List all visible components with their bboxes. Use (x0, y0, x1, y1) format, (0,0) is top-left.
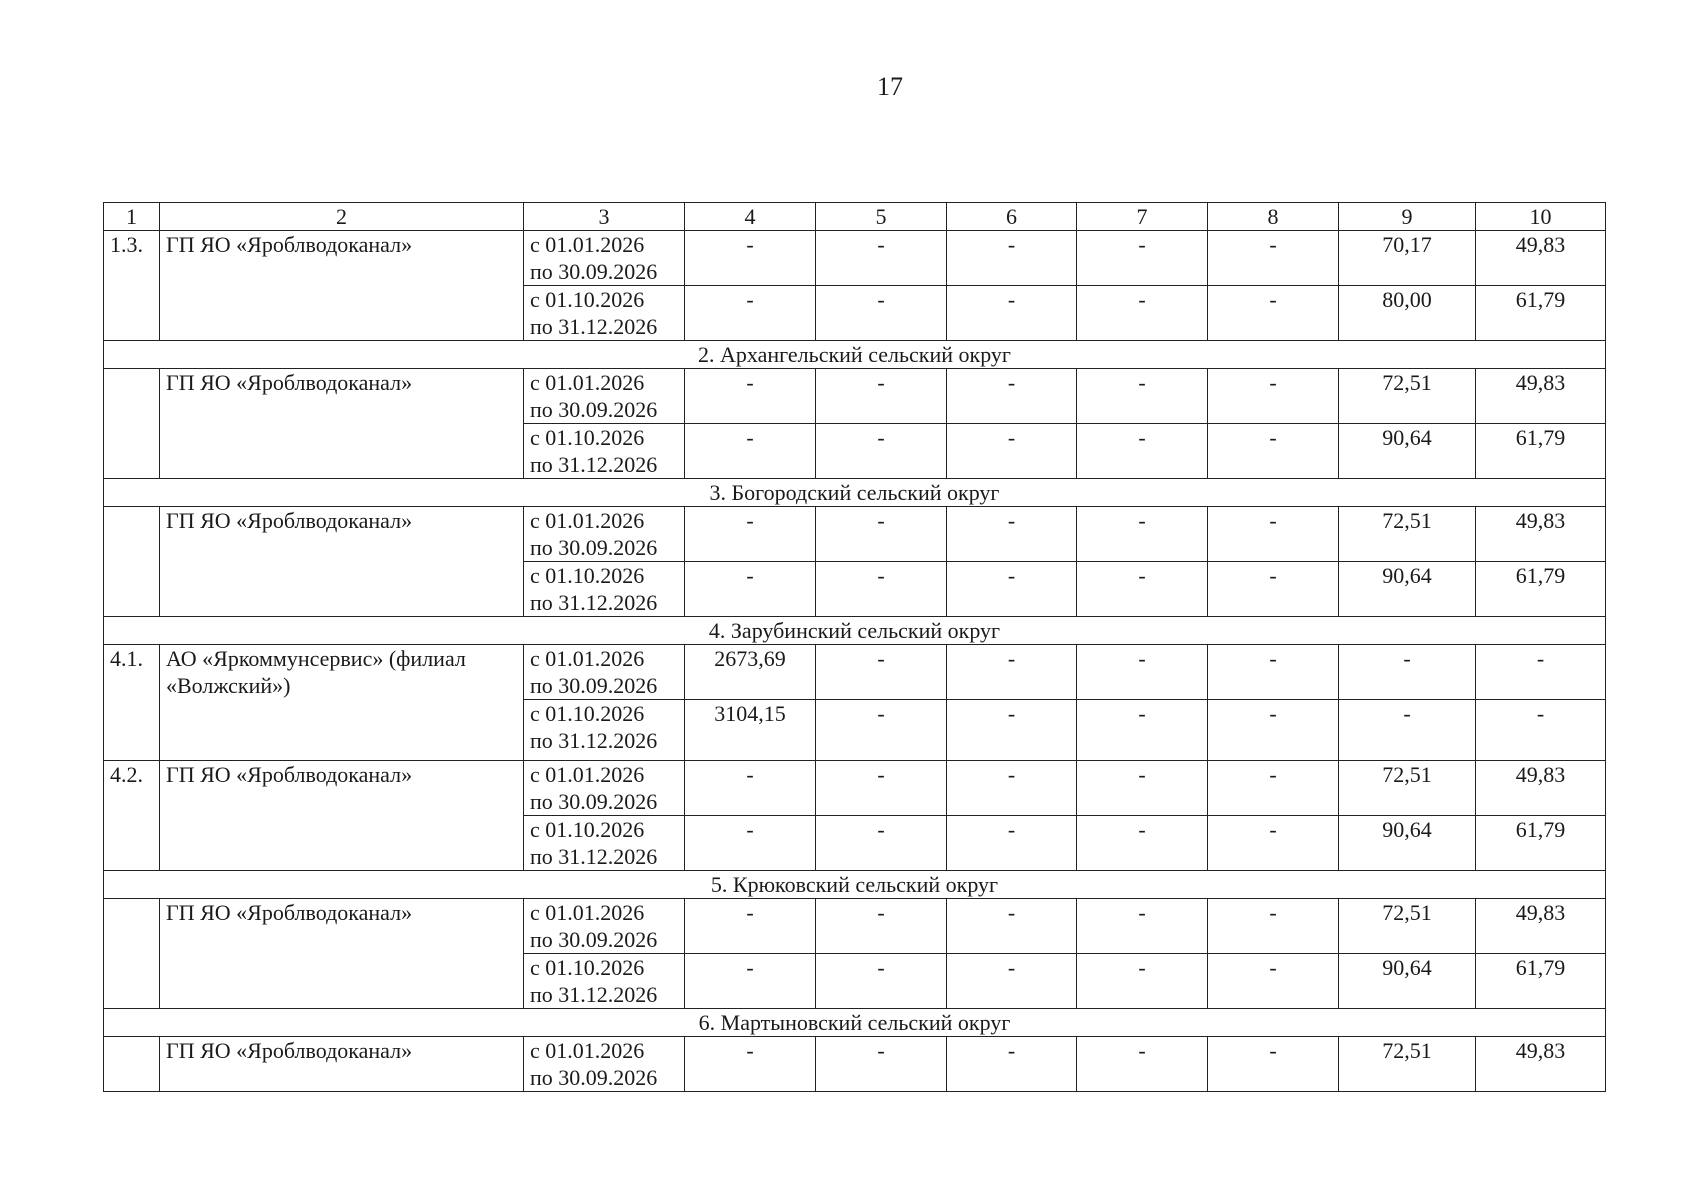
period-cell (524, 369, 685, 424)
value-cell-9: 90,64 (1339, 816, 1476, 871)
value-cell-6: - (947, 899, 1077, 954)
table-row (104, 645, 1606, 700)
period-cell (524, 1037, 685, 1092)
value-cell-9: 72,51 (1339, 369, 1476, 424)
column-header: 6 (947, 203, 1077, 231)
period-end: по 30.09.2026 (530, 789, 658, 814)
value-cell-6: - (947, 231, 1077, 286)
value-cell-5: - (816, 562, 947, 617)
value-cell-6: - (947, 424, 1077, 479)
period-start: с 01.10.2026 (530, 287, 645, 312)
item-number: 4.2. (104, 761, 160, 871)
table-row (104, 369, 1606, 424)
value-cell-9: - (1339, 645, 1476, 700)
period-start: с 01.10.2026 (530, 425, 645, 450)
period-start: с 01.01.2026 (530, 1038, 645, 1063)
column-header-row (104, 203, 1606, 231)
section-title: 4. Зарубинский сельский округ (104, 617, 1606, 645)
value-cell-7: - (1077, 562, 1208, 617)
value-cell-9: 72,51 (1339, 1037, 1476, 1092)
period-cell (524, 816, 685, 871)
value-cell-4: - (685, 899, 816, 954)
organization-name: АО «Яркоммунсервис» (филиал «Волжский») (160, 645, 524, 761)
value-cell-8: - (1208, 816, 1339, 871)
value-cell-8: - (1208, 562, 1339, 617)
value-cell-9: 90,64 (1339, 424, 1476, 479)
period-end: по 30.09.2026 (530, 1065, 658, 1090)
column-header: 4 (685, 203, 816, 231)
value-cell-8: - (1208, 645, 1339, 700)
value-cell-8: - (1208, 954, 1339, 1009)
organization-name: ГП ЯО «Яроблводоканал» (160, 507, 524, 617)
value-cell-9: 70,17 (1339, 231, 1476, 286)
period-cell (524, 562, 685, 617)
period-cell (524, 231, 685, 286)
value-cell-4: - (685, 562, 816, 617)
value-cell-6: - (947, 1037, 1077, 1092)
section-row (104, 341, 1606, 369)
value-cell-4: - (685, 424, 816, 479)
period-cell (524, 424, 685, 479)
value-cell-5: - (816, 700, 947, 761)
value-cell-7: - (1077, 424, 1208, 479)
value-cell-9: 72,51 (1339, 761, 1476, 816)
section-title: 3. Богородский сельский округ (104, 479, 1606, 507)
value-cell-9: 90,64 (1339, 954, 1476, 1009)
value-cell-10: 49,83 (1476, 231, 1606, 286)
organization-name: ГП ЯО «Яроблводоканал» (160, 369, 524, 479)
section-title: 6. Мартыновский сельский округ (104, 1009, 1606, 1037)
period-cell (524, 507, 685, 562)
column-header: 3 (524, 203, 685, 231)
value-cell-4: - (685, 1037, 816, 1092)
period-end: по 31.12.2026 (530, 844, 658, 869)
period-end: по 30.09.2026 (530, 535, 658, 560)
period-end: по 31.12.2026 (530, 982, 658, 1007)
table-row (104, 507, 1606, 562)
value-cell-4: - (685, 954, 816, 1009)
value-cell-10: 49,83 (1476, 761, 1606, 816)
organization-name: ГП ЯО «Яроблводоканал» (160, 761, 524, 871)
value-cell-10: 49,83 (1476, 899, 1606, 954)
value-cell-7: - (1077, 700, 1208, 761)
value-cell-5: - (816, 231, 947, 286)
period-end: по 30.09.2026 (530, 927, 658, 952)
value-cell-5: - (816, 761, 947, 816)
period-start: с 01.01.2026 (530, 646, 645, 671)
value-cell-8: - (1208, 700, 1339, 761)
value-cell-5: - (816, 954, 947, 1009)
value-cell-10: 49,83 (1476, 1037, 1606, 1092)
table-body (104, 203, 1606, 1092)
value-cell-10: 61,79 (1476, 562, 1606, 617)
value-cell-7: - (1077, 286, 1208, 341)
value-cell-5: - (816, 507, 947, 562)
period-start: с 01.10.2026 (530, 817, 645, 842)
value-cell-8: - (1208, 231, 1339, 286)
period-end: по 31.12.2026 (530, 728, 658, 753)
value-cell-5: - (816, 286, 947, 341)
value-cell-4: - (685, 816, 816, 871)
item-number (104, 899, 160, 1009)
value-cell-9: 80,00 (1339, 286, 1476, 341)
value-cell-8: - (1208, 424, 1339, 479)
period-start: с 01.10.2026 (530, 955, 645, 980)
value-cell-9: 90,64 (1339, 562, 1476, 617)
value-cell-5: - (816, 645, 947, 700)
value-cell-4: - (685, 761, 816, 816)
value-cell-5: - (816, 899, 947, 954)
value-cell-6: - (947, 562, 1077, 617)
value-cell-4: 2673,69 (685, 645, 816, 700)
value-cell-10: - (1476, 645, 1606, 700)
table-row (104, 231, 1606, 286)
value-cell-4: - (685, 286, 816, 341)
period-end: по 31.12.2026 (530, 314, 658, 339)
value-cell-6: - (947, 954, 1077, 1009)
column-header: 9 (1339, 203, 1476, 231)
value-cell-7: - (1077, 507, 1208, 562)
period-start: с 01.01.2026 (530, 508, 645, 533)
period-cell (524, 700, 685, 761)
item-number (104, 369, 160, 479)
value-cell-7: - (1077, 645, 1208, 700)
table-row (104, 761, 1606, 816)
value-cell-7: - (1077, 231, 1208, 286)
value-cell-10: 61,79 (1476, 424, 1606, 479)
item-number: 1.3. (104, 231, 160, 341)
organization-name: ГП ЯО «Яроблводоканал» (160, 231, 524, 341)
value-cell-5: - (816, 1037, 947, 1092)
column-header: 5 (816, 203, 947, 231)
value-cell-6: - (947, 645, 1077, 700)
column-header: 8 (1208, 203, 1339, 231)
page-number: 17 (877, 72, 903, 101)
value-cell-4: - (685, 507, 816, 562)
value-cell-8: - (1208, 369, 1339, 424)
value-cell-5: - (816, 369, 947, 424)
value-cell-6: - (947, 286, 1077, 341)
period-end: по 30.09.2026 (530, 397, 658, 422)
value-cell-6: - (947, 761, 1077, 816)
value-cell-8: - (1208, 507, 1339, 562)
value-cell-7: - (1077, 816, 1208, 871)
column-header: 10 (1476, 203, 1606, 231)
value-cell-4: - (685, 231, 816, 286)
value-cell-7: - (1077, 954, 1208, 1009)
value-cell-8: - (1208, 1037, 1339, 1092)
value-cell-7: - (1077, 369, 1208, 424)
section-row (104, 617, 1606, 645)
period-end: по 30.09.2026 (530, 259, 658, 284)
period-start: с 01.10.2026 (530, 563, 645, 588)
column-header: 2 (160, 203, 524, 231)
value-cell-4: 3104,15 (685, 700, 816, 761)
column-header: 7 (1077, 203, 1208, 231)
table-row (104, 1037, 1606, 1092)
section-title: 5. Крюковский сельский округ (104, 871, 1606, 899)
value-cell-10: - (1476, 700, 1606, 761)
period-cell (524, 954, 685, 1009)
value-cell-10: 49,83 (1476, 369, 1606, 424)
value-cell-10: 49,83 (1476, 507, 1606, 562)
column-header: 1 (104, 203, 160, 231)
organization-name: ГП ЯО «Яроблводоканал» (160, 899, 524, 1009)
item-number (104, 1037, 160, 1092)
value-cell-9: 72,51 (1339, 507, 1476, 562)
section-row (104, 1009, 1606, 1037)
section-row (104, 479, 1606, 507)
value-cell-9: - (1339, 700, 1476, 761)
item-number: 4.1. (104, 645, 160, 761)
period-cell (524, 761, 685, 816)
value-cell-8: - (1208, 899, 1339, 954)
value-cell-7: - (1077, 1037, 1208, 1092)
value-cell-6: - (947, 816, 1077, 871)
value-cell-10: 61,79 (1476, 286, 1606, 341)
value-cell-8: - (1208, 286, 1339, 341)
section-row (104, 871, 1606, 899)
period-start: с 01.01.2026 (530, 762, 645, 787)
value-cell-5: - (816, 424, 947, 479)
value-cell-4: - (685, 369, 816, 424)
period-start: с 01.01.2026 (530, 370, 645, 395)
value-cell-8: - (1208, 761, 1339, 816)
period-start: с 01.10.2026 (530, 701, 645, 726)
tariff-table (103, 202, 1606, 1092)
value-cell-6: - (947, 700, 1077, 761)
value-cell-5: - (816, 816, 947, 871)
period-start: с 01.01.2026 (530, 232, 645, 257)
value-cell-7: - (1077, 761, 1208, 816)
period-start: с 01.01.2026 (530, 900, 645, 925)
value-cell-6: - (947, 507, 1077, 562)
value-cell-9: 72,51 (1339, 899, 1476, 954)
item-number (104, 507, 160, 617)
period-end: по 30.09.2026 (530, 673, 658, 698)
value-cell-10: 61,79 (1476, 816, 1606, 871)
organization-name: ГП ЯО «Яроблводоканал» (160, 1037, 524, 1092)
period-cell (524, 286, 685, 341)
period-cell (524, 899, 685, 954)
value-cell-6: - (947, 369, 1077, 424)
period-end: по 31.12.2026 (530, 590, 658, 615)
period-cell (524, 645, 685, 700)
value-cell-10: 61,79 (1476, 954, 1606, 1009)
section-title: 2. Архангельский сельский округ (104, 341, 1606, 369)
period-end: по 31.12.2026 (530, 452, 658, 477)
table-row (104, 899, 1606, 954)
value-cell-7: - (1077, 899, 1208, 954)
